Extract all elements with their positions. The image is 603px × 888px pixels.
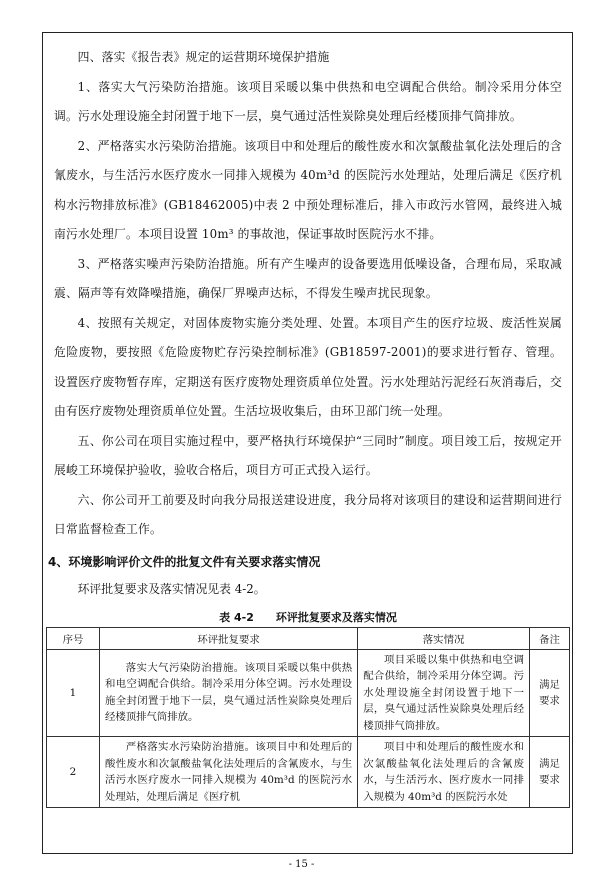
row-implementation: 项目采暖以集中供热和电空调配合供给，制冷采用分体空调。污水处理设施全封闭设置于地下一层，臭气通过活性炭除臭处理后经楼顶排气筒排放。 — [358, 649, 530, 737]
paragraph-section-five: 五、你公司在项目实施过程中，要严格执行环境保护“三同时”制度。项目竣工后，按规定开展峻工环境保护验收，验收合格后，项目方可正式投入运行。 — [54, 433, 562, 477]
header-implementation: 落实情况 — [358, 627, 530, 649]
paragraph-water-pollution: 2、严格落实水污染防治措施。该项目中和处理后的酸性废水和次氯酸盐氧化法处理后的含氰废水，与生活污水医疗废水一同排入规模为 40m³d 的医院污水处理站，处理后满足《医疗机构水污物排放标准》(GB18462005)中表 2 中预处理标准后，排入市政污水管网，最终进入城南污水处理厂。本项目设置 10m³ 的事故池，保证事故时医院污水不排。 — [54, 138, 562, 241]
row-remark: 满足要求 — [529, 649, 569, 737]
paragraph-section-four: 四、落实《报告表》规定的运营期环境保护措施 — [77, 50, 330, 64]
table-row — [47, 649, 570, 737]
page-number: - 15 - — [288, 859, 315, 870]
paragraph-section-six: 六、你公司开工前要及时向我分局报送建设进度，我分局将对该项目的建设和运营期间进行日常监督检查工作。 — [54, 492, 562, 536]
header-number: 序号 — [47, 627, 100, 649]
section-note: 环评批复要求及落实情况见表 4-2。 — [77, 581, 266, 596]
paragraph-air-pollution: 1、落实大气污染防治措施。该项目采暖以集中供热和电空调配合供给。制冷采用分体空调。污水处理设施全封闭置于地下一层，臭气通过活性炭除臭处理后经楼顶排气筒排放。 — [54, 79, 562, 123]
paragraph-noise-pollution: 3、严格落实噪声污染防治措施。所有产生噪声的设备要选用低噪设备，合理布局，采取减震、隔声等有效降噪措施，确保厂界噪声达标，不得发生噪声扰民现象。 — [54, 256, 562, 300]
row-implementation: 项目中和处理后的酸性废水和次氯酸盐氧化法处理后的含氰废水，与生活污水、医疗废水一同排入规模为 40m³d 的医院污水处 — [358, 737, 530, 808]
row-requirement: 严格落实水污染防治措施。该项目中和处理后的酸性废水和次氯酸盐氧化法处理后的含氰废水，与生活污水医疗废水一同排入规模为 40m³d 的医院污水处理站，处理后满足《医疗机 — [99, 737, 357, 808]
row-number: 2 — [47, 737, 100, 808]
paragraph-solid-waste: 4、按照有关规定，对固体废物实施分类处理、处置。本项目产生的医疗垃圾、废活性炭属危险废物，要按照《危险废物贮存污染控制标准》(GB18597-2001)的要求进行暂存、管理。设置医疗废物暂存库，定期送有医疗废物处理资质单位处置。污水处理站污泥经石灰消毒后，交由有医疗废物处理资质单位处置。生活垃圾收集后，由环卫部门统一处理。 — [54, 315, 562, 418]
row-requirement: 落实大气污染防治措施。该项目采暖以集中供热和电空调配合供给。制冷采用分体空调。污水处理设施全封闭置于地下一层，臭气通过活性炭除臭处理后经楼顶排气筒排放。 — [99, 649, 357, 737]
row-number: 1 — [47, 649, 100, 737]
header-remark: 备注 — [529, 627, 569, 649]
section-heading: 4、环境影响评价文件的批复文件有关要求落实情况 — [48, 554, 321, 569]
requirements-table — [46, 627, 570, 809]
document-frame — [42, 32, 573, 854]
header-requirement: 环评批复要求 — [99, 627, 357, 649]
document-body — [48, 43, 562, 808]
table-header-row — [47, 627, 570, 649]
row-remark: 满足要求 — [529, 737, 569, 808]
table-caption: 表 4-2 环评批复要求及落实情况 — [219, 610, 397, 624]
table-row — [47, 737, 570, 808]
